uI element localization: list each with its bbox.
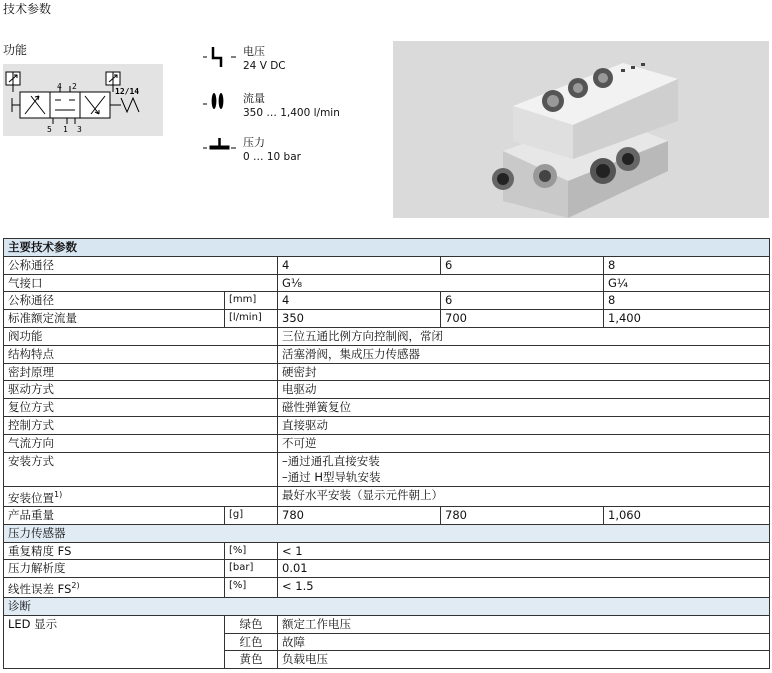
page-title: 技术参数 xyxy=(3,2,52,16)
product-photo xyxy=(393,41,769,218)
table-row: 压力解析度 [bar] 0.01 xyxy=(4,560,770,578)
spec-value: 350 … 1,400 l/min xyxy=(243,107,340,119)
table-row: 安装位置$^{1)}$ 最好水平安装（显示元件朝上） xyxy=(4,487,770,507)
table-row: 气接口 G⅛ G¼ xyxy=(4,274,770,292)
table-row: 公称通径 4 6 8 xyxy=(4,256,770,274)
table-row: 复位方式 磁性弹簧复位 xyxy=(4,399,770,417)
table-row: 公称通径 [mm] 4 6 8 xyxy=(4,292,770,310)
table-row: –通过 H型导轨安装 xyxy=(4,469,770,486)
svg-text:1: 1 xyxy=(63,125,68,134)
technical-data-table xyxy=(3,238,770,669)
table-row: 标准额定流量 [l/min] 350 700 1,400 xyxy=(4,310,770,328)
valve-circuit-symbol xyxy=(3,64,163,136)
section-row-pressure-sensor: 压力传感器 xyxy=(4,524,770,542)
table-row: 红色 故障 xyxy=(4,633,770,651)
svg-text:4: 4 xyxy=(57,82,62,91)
spec-label: 电压 xyxy=(243,45,265,58)
spec-label: 流量 xyxy=(243,92,265,105)
table-row: 气流方向 不可逆 xyxy=(4,434,770,452)
spec-value: 0 … 10 bar xyxy=(243,151,301,163)
table-row: 密封原理 硬密封 xyxy=(4,363,770,381)
table-row: 安装方式 –通过通孔直接安装 xyxy=(4,452,770,469)
table-row: LED 显示 绿色 额定工作电压 xyxy=(4,615,770,633)
function-title: 功能 xyxy=(3,43,28,57)
table-title: 主要技术参数 xyxy=(4,239,770,257)
spec-value: 24 V DC xyxy=(243,60,286,72)
spec-label: 压力 xyxy=(243,136,265,149)
table-row: 控制方式 直接驱动 xyxy=(4,416,770,434)
svg-text:12/14: 12/14 xyxy=(115,87,140,96)
table-row: 线性误差 FS$^{2)}$ [%] < 1.5 xyxy=(4,578,770,598)
svg-text:3: 3 xyxy=(77,125,82,134)
table-row: 结构特点 活塞滑阀，集成压力传感器 xyxy=(4,345,770,363)
table-row: 重复精度 FS [%] < 1 xyxy=(4,542,770,560)
table-title-row xyxy=(4,239,770,257)
section-row-diagnosis: 诊断 xyxy=(4,598,770,616)
flow-icon xyxy=(203,92,237,116)
table-row: 驱动方式 电驱动 xyxy=(4,381,770,399)
voltage-icon xyxy=(203,45,237,69)
pressure-icon xyxy=(203,136,237,160)
table-row: 产品重量 [g] 780 780 1,060 xyxy=(4,506,770,524)
svg-text:5: 5 xyxy=(47,125,52,134)
svg-text:2: 2 xyxy=(72,82,77,91)
table-row: 阀功能 三位五通比例方向控制阀，常闭 xyxy=(4,327,770,345)
table-row: 黄色 负载电压 xyxy=(4,651,770,669)
